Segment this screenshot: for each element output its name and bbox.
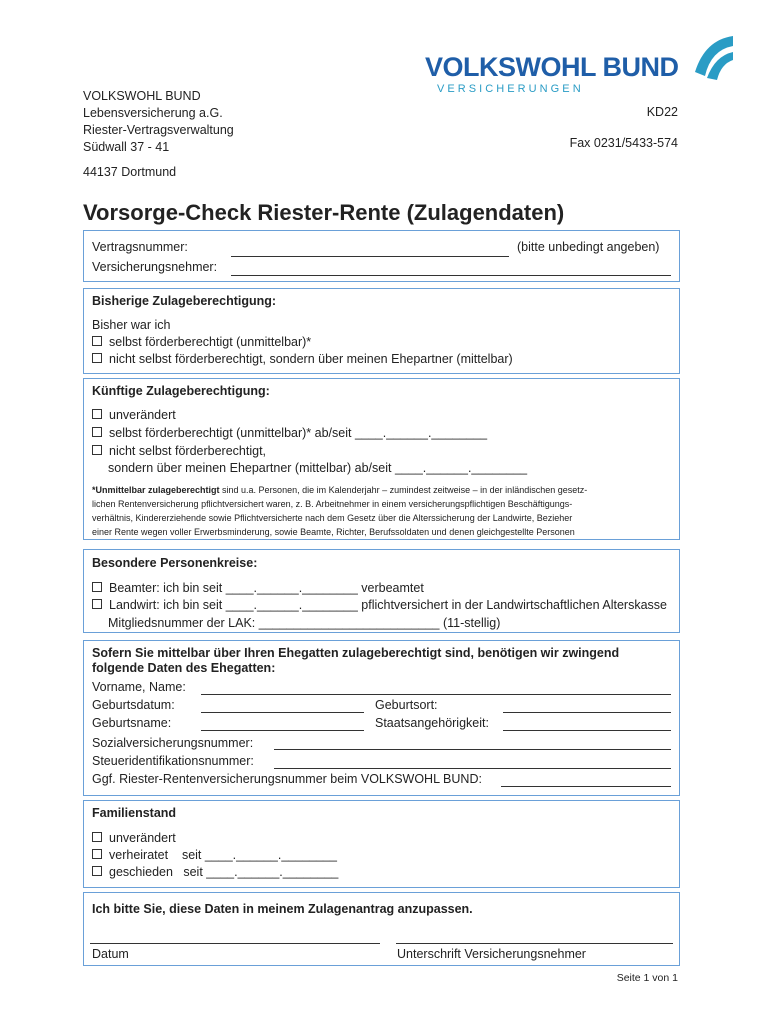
footnote-text: lichen Rentenversicherung pflichtversichert waren, z. B. Arbeitnehmer in einem versicherungspflichtigen Beschäftigungs- [92,499,573,509]
section-heading: Bisherige Zulageberechtigung: [92,294,277,308]
staatsangehoerigkeit-field[interactable] [503,730,671,731]
geburtsname-label: Geburtsname: [92,716,172,730]
kuenftige-option-mittelbar[interactable] [92,444,266,458]
address-line: VOLKSWOHL BUND [83,89,201,103]
address-line: Riester-Vertragsverwaltung [83,123,234,137]
checkbox[interactable] [92,353,102,363]
footnote-text: sind u.a. Personen, die im Kalenderjahr – zumindest zeitweise – in der inländischen gesetz- [219,485,588,495]
option-label: Beamter: ich bin seit ____.______.________ verbeamtet [109,581,424,595]
versicherungsnehmer-field[interactable] [231,275,671,276]
geburtsdatum-field[interactable] [201,712,364,713]
steuer-id-label: Steueridentifikationsnummer: [92,754,254,768]
contract-section [83,230,680,282]
checkbox[interactable] [92,336,102,346]
section-heading: Sofern Sie mittelbar über Ihren Ehegatten zulageberechtigt sind, benötigen wir zwingend [92,646,620,660]
option-label: selbst förderberechtigt (unmittelbar)* ab/seit ____.______.________ [109,426,488,440]
familienstand-option-geschieden[interactable] [92,865,338,879]
option-label: unverändert [109,408,176,422]
checkbox[interactable] [92,599,102,609]
checkbox[interactable] [92,445,102,455]
section-heading: Künftige Zulageberechtigung: [92,384,270,398]
datum-label: Datum [92,947,129,961]
checkbox[interactable] [92,849,102,859]
logo-swoosh-icon [687,32,737,82]
bisherige-section [83,288,680,374]
footnote-text: einer Rente wegen voller Erwerbsminderung, sowie Beamte, Richter, Berufssoldaten und denen gleichgestellte Personen [92,527,575,537]
section-heading: Familienstand [92,806,177,820]
besondere-option-landwirt[interactable] [92,598,667,612]
option-label: nicht selbst förderberechtigt, [109,444,267,458]
datum-field[interactable] [90,943,380,944]
geburtsort-label: Geburtsort: [375,698,438,712]
form-code: KD22 [646,105,678,119]
address-line: Lebensversicherung a.G. [83,106,223,120]
checkbox[interactable] [92,866,102,876]
besondere-option-beamter[interactable] [92,581,424,595]
option-label: verheiratet seit ____.______.________ [109,848,337,862]
address-line: 44137 Dortmund [83,165,177,179]
name-field[interactable] [201,694,671,695]
geburtsort-field[interactable] [503,712,671,713]
unterschrift-label: Unterschrift Versicherungsnehmer [397,947,586,961]
familienstand-section [83,800,680,888]
geburtsdatum-label: Geburtsdatum: [92,698,175,712]
kuenftige-section [83,378,680,540]
option-label: geschieden seit ____.______.________ [109,865,339,879]
kuenftige-option-unveraendert[interactable] [92,408,176,422]
riester-nr-field[interactable] [501,786,671,787]
bisherige-option-unmittelbar[interactable] [92,335,311,349]
vertragsnummer-field[interactable] [231,256,509,257]
checkbox[interactable] [92,427,102,437]
vertragsnummer-label: Vertragsnummer: [92,240,188,254]
familienstand-option-verheiratet[interactable] [92,848,337,862]
vertragsnummer-hint: (bitte unbedingt angeben) [517,240,660,254]
address-line: Südwall 37 - 41 [83,140,170,154]
footnote [92,483,587,539]
option-label: selbst förderberechtigt (unmittelbar)* [109,335,312,349]
section-heading: folgende Daten des Ehegatten: [92,661,276,675]
ehegatte-section [83,640,680,796]
bisherige-intro: Bisher war ich [92,318,171,332]
checkbox[interactable] [92,832,102,842]
footnote-text: verhältnis, Kindererziehende sowie Pflichtversicherte nach dem Gesetz über die Alterssicherung der Landwirte, Bezieher [92,513,573,523]
recipient-address [83,88,234,181]
checkbox[interactable] [92,409,102,419]
steuer-id-field[interactable] [274,768,671,769]
familienstand-option-unveraendert[interactable] [92,831,176,845]
logo [425,30,745,100]
option-label: Landwirt: ich bin seit ____.______.________ pflichtversichert in der Landwirtschaftlichen Alterskasse [109,598,667,612]
logo-brand: VOLKSWOHL BUND [425,52,679,82]
geburtsname-field[interactable] [201,730,364,731]
lak-mitgliedsnummer: Mitgliedsnummer der LAK: __________________________ (11-stellig) [108,616,501,630]
unterschrift-field[interactable] [396,943,673,944]
page-title: Vorsorge-Check Riester-Rente (Zulagendaten) [83,200,565,225]
kuenftige-option-unmittelbar[interactable] [92,426,487,440]
footnote-bold: *Unmittelbar zulageberechtigt [92,485,220,495]
svnr-label: Sozialversicherungsnummer: [92,736,254,750]
kuenftige-option-mittelbar-detail: sondern über meinen Ehepartner (mittelbar) ab/seit ____.______.________ [108,461,528,475]
riester-nr-label: Ggf. Riester-Rentenversicherungsnummer beim VOLKSWOHL BUND: [92,772,482,786]
svnr-field[interactable] [274,749,671,750]
besondere-section [83,549,680,633]
request-text: Ich bitte Sie, diese Daten in meinem Zulagenantrag anzupassen. [92,902,473,916]
versicherungsnehmer-label: Versicherungsnehmer: [92,260,218,274]
bisherige-option-mittelbar[interactable] [92,352,513,366]
staatsangehoerigkeit-label: Staatsangehörigkeit: [375,716,489,730]
option-label: unverändert [109,831,176,845]
logo-subline: V E R S I C H E R U N G E N [437,83,581,95]
fax-number: Fax 0231/5433-574 [569,136,678,150]
checkbox[interactable] [92,582,102,592]
option-label: nicht selbst förderberechtigt, sondern über meinen Ehepartner (mittelbar) [109,352,513,366]
name-label: Vorname, Name: [92,680,186,694]
page-number: Seite 1 von 1 [616,972,678,984]
signature-section [83,892,680,966]
section-heading: Besondere Personenkreise: [92,556,258,570]
